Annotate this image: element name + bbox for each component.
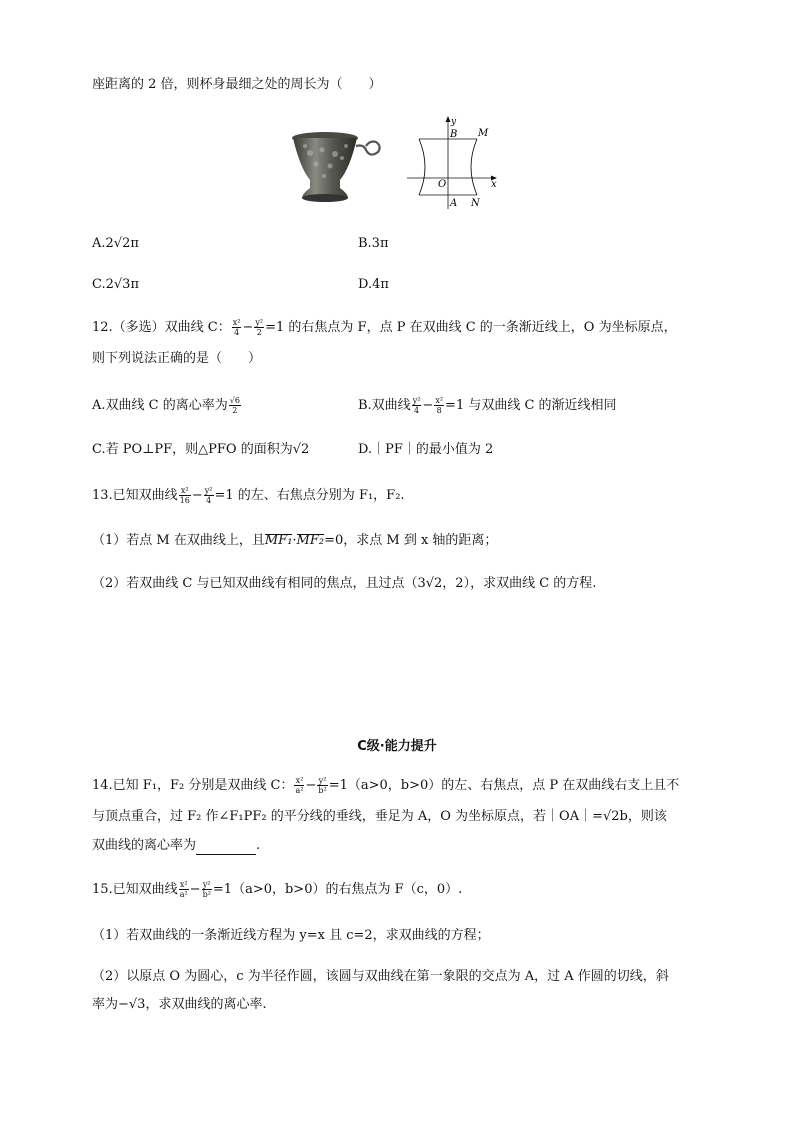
q13-stem: 13.已知双曲线 $\frac{\text{x²}}{16}$ − $\frac{\text{y²}}{4}$ =1 的左、右焦点分别为 F₁，F₂. — [92, 486, 405, 505]
figure-label-N: N — [471, 198, 480, 209]
fraction: $\frac{\text{y²}}{2}$ — [255, 318, 264, 337]
q12-option-b: B.双曲线 $\frac{\text{y²}}{4}$ − $\frac{\text{x²}}{8}$ =1 与双曲线 C 的渐近线相同 — [358, 396, 617, 415]
fraction: $\frac{\text{x²}}{4}$ — [232, 318, 241, 337]
figure-label-y: y — [451, 117, 457, 127]
question-11-stem-end: 座距离的 2 倍，则杯身最细之处的周长为（ ） — [92, 77, 382, 92]
hyperbola-cup-figure — [405, 113, 505, 213]
q12-option-a: A.双曲线 C 的离心率为 $\frac{√6}{2}$ — [92, 396, 240, 415]
q11-option-c: C.2√3π — [92, 277, 139, 292]
section-title: C级·能力提升 — [357, 739, 437, 754]
q14-line1: 14.已知 F₁，F₂ 分别是双曲线 C： $\frac{\text{x²}}{\text{a²}}$ − $\frac{\text{y²}}{\text{b²}}$ =1（a>0，b>0）的左、右焦点，点 P 在双曲线右支上且不 — [92, 776, 680, 795]
q15-part1: （1）若双曲线的一条渐近线方程为 y=x 且 c=2，求双曲线的方程； — [92, 928, 490, 943]
q13-part1: （1）若点 M 在双曲线上，且MF₁·MF₂=0，求点 M 到 x 轴的距离； — [92, 533, 498, 548]
q12-option-d: D.｜PF｜的最小值为 2 — [358, 442, 494, 457]
answer-blank — [196, 842, 256, 855]
q13-part2: （2）若双曲线 C 与已知双曲线有相同的焦点，且过点（3√2，2），求双曲线 C 的方程. — [92, 576, 597, 591]
figure-label-B: B — [450, 129, 458, 140]
q14-line2: 与顶点重合，过 F₂ 作∠F₁PF₂ 的平分线的垂线，垂足为 A，O 为坐标原点，若｜OA｜=√2b，则该 — [92, 809, 667, 824]
q11-option-a: A.2√2π — [92, 236, 139, 251]
cup-photo — [290, 128, 390, 208]
figure-label-A: A — [450, 198, 458, 209]
q11-option-b: B.3π — [358, 236, 389, 251]
figure-label-M: M — [478, 128, 489, 139]
q15-part2-line1: （2）以原点 O 为圆心，c 为半径作圆，该圆与双曲线在第一象限的交点为 A，过 A 作圆的切线，斜 — [92, 969, 669, 984]
q11-option-d: D.4π — [358, 277, 389, 292]
figure-label-O: O — [438, 179, 447, 190]
q12-stem-line1: 12.（多选）双曲线 C： $\frac{\text{x²}}{4}$ − $\frac{\text{y²}}{2}$ =1 的右焦点为 F，点 P 在双曲线 C 的一条渐近线上，O 为坐标原点， — [92, 318, 677, 337]
q12-stem-line2: 则下列说法正确的是（ ） — [92, 351, 262, 366]
q14-line3: 双曲线的离心率为 . — [92, 838, 261, 853]
q15-stem: 15.已知双曲线 $\frac{\text{x²}}{\text{a²}}$ − $\frac{\text{y²}}{\text{b²}}$ =1（a>0，b>0）的右焦点为 F（c，0）. — [92, 880, 463, 899]
figure-label-x: x — [491, 179, 497, 190]
q15-part2-line2: 率为−√3，求双曲线的离心率. — [92, 997, 267, 1012]
q12-option-c: C.若 PO⊥PF，则△PFO 的面积为√2 — [92, 442, 310, 457]
